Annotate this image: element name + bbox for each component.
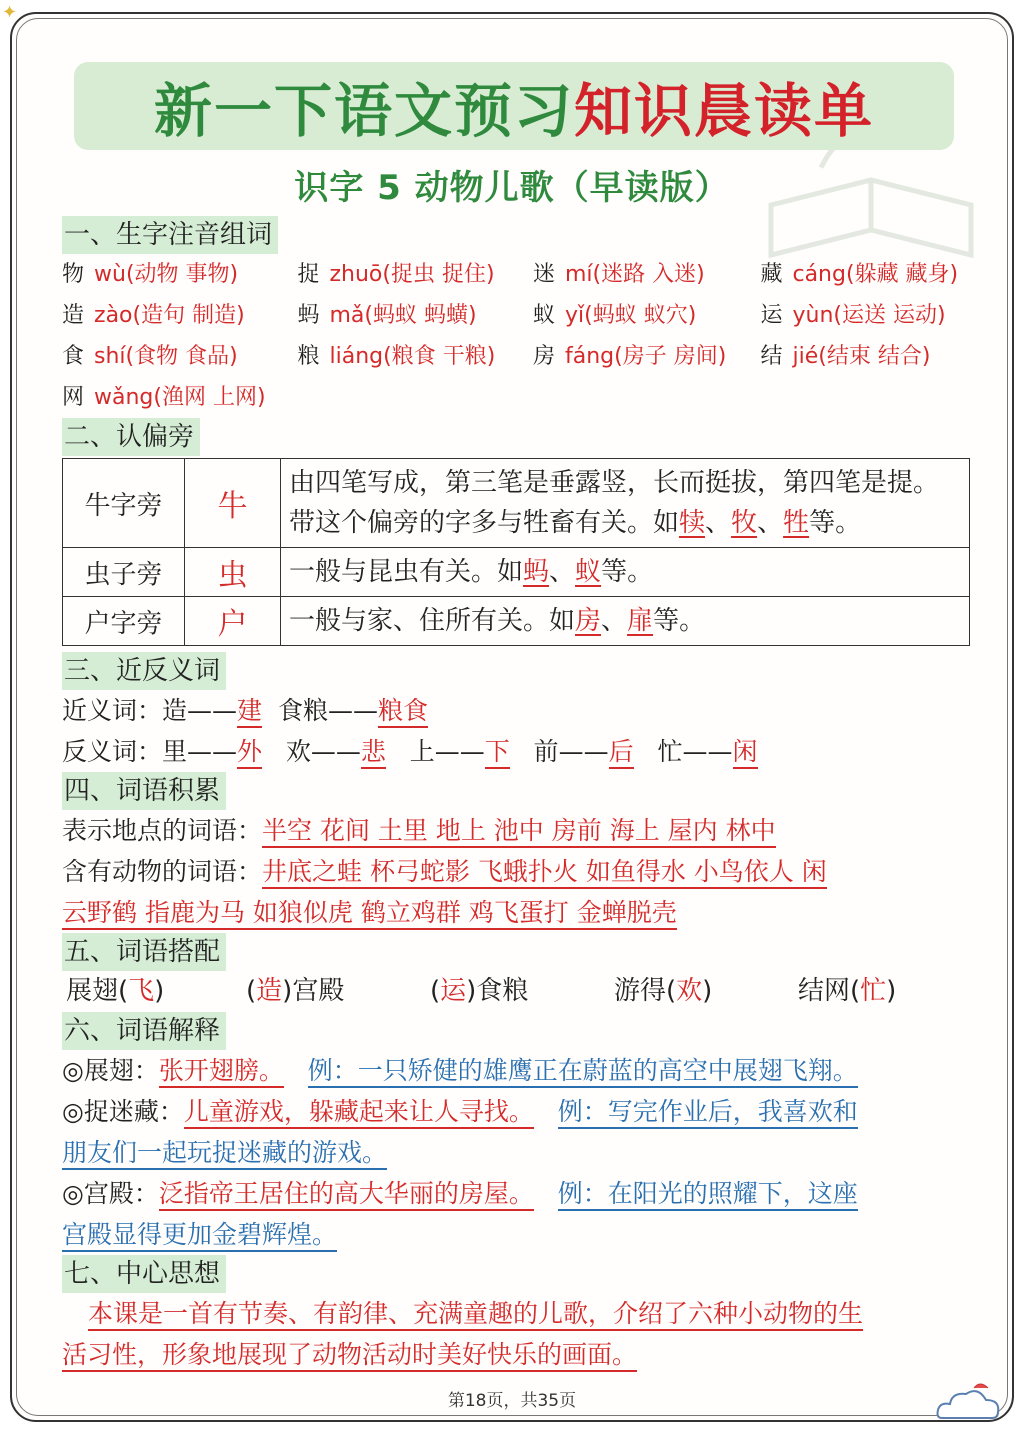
- definition-entry-continued: [62, 1214, 970, 1255]
- example-char: 牲: [783, 508, 810, 538]
- pinyin: yùn: [792, 303, 834, 328]
- pinyin: wù: [94, 262, 126, 287]
- section-heading-synonyms-antonyms: 三、近反义词: [62, 652, 226, 690]
- character: 蚁: [532, 303, 555, 328]
- collocation-item: 游得(欢): [614, 976, 713, 1006]
- character-entry: [533, 295, 761, 336]
- example-sentence: 例：一只矫健的雄鹰正在蔚蓝的高空中展翅飞翔。: [308, 1056, 858, 1088]
- example-char: 蚁: [575, 557, 602, 587]
- character-row: [62, 377, 970, 418]
- place-words: 半空 花间 土里 地上 池中 房前 海上 屋内 林中: [262, 816, 776, 848]
- character-entry: [297, 254, 532, 295]
- word-examples: (粮食 干粮): [383, 344, 496, 369]
- character: 食: [62, 344, 85, 369]
- word-examples: (运送 运动): [833, 303, 946, 328]
- character: 网: [62, 385, 85, 410]
- radical-name: 牛字旁: [63, 459, 185, 548]
- central-idea-text: 活习性，形象地展现了动物活动时美好快乐的画面。: [62, 1340, 637, 1372]
- word-examples: (蚂蚁 蚂蟥): [364, 303, 477, 328]
- character-entry: [62, 377, 298, 418]
- radical-description-line: 带这个偏旁的字多与牲畜有关。如犊、牧、牲等。: [289, 508, 862, 538]
- definition-entry: ◎宫殿：泛指帝王居住的高大华丽的房屋。 例：在阳光的照耀下，这座: [62, 1173, 970, 1214]
- pinyin: jié: [792, 344, 819, 369]
- character-entry: [62, 254, 297, 295]
- synonym-answer: 建: [237, 696, 262, 728]
- animal-words-line: 含有动物的词语：井底之蛙 杯弓蛇影 飞蛾扑火 如鱼得水 小鸟依人 闲: [62, 851, 970, 892]
- antonym-answer: 后: [609, 737, 634, 769]
- character-entry: [297, 295, 532, 336]
- collocation-item: (造)宫殿: [246, 976, 345, 1006]
- title-part-red: 知识晨读单: [574, 77, 875, 145]
- character-entry: [62, 295, 297, 336]
- pinyin: cáng: [792, 262, 846, 287]
- radical-row: [63, 597, 970, 646]
- page-title: [154, 64, 874, 148]
- character-entry: [297, 336, 532, 377]
- worksheet-content: [62, 216, 970, 1375]
- character-row: [62, 254, 970, 295]
- pinyin: mí: [564, 262, 593, 287]
- example-char: 房: [575, 606, 602, 636]
- example-sentence: 例：在阳光的照耀下，这座: [558, 1179, 858, 1211]
- page-number: 第18页，共35页: [447, 1391, 577, 1411]
- animal-words-line-2: [62, 892, 970, 933]
- pinyin: shí: [94, 344, 126, 369]
- radical-glyph: 虫: [185, 548, 281, 597]
- central-idea-text: 本课是一首有节奏、有韵律、充满童趣的儿歌，介绍了六种小动物的生: [88, 1299, 863, 1331]
- example-char: 牧: [731, 508, 758, 538]
- pinyin: liáng: [329, 344, 384, 369]
- section-heading-collocations: 五、词语搭配: [62, 933, 226, 971]
- word-examples: (造句 制造): [132, 303, 245, 328]
- character-entry: [533, 254, 761, 295]
- character: 迷: [532, 262, 555, 287]
- example-sentence: 朋友们一起玩捉迷藏的游戏。: [62, 1138, 387, 1170]
- pinyin: wǎng: [94, 385, 154, 410]
- radical-description: [281, 459, 970, 548]
- radical-description-line: 由四笔写成，第三笔是垂露竖，长而挺拔，第四笔是提。: [289, 468, 940, 498]
- antonym-answer: 闲: [733, 737, 758, 769]
- word-examples: (渔网 上网): [153, 385, 266, 410]
- word-examples: (迷路 入迷): [592, 262, 705, 287]
- collocation-item: 展翅(飞): [66, 976, 165, 1006]
- example-sentence: 宫殿显得更加金碧辉煌。: [62, 1220, 337, 1252]
- section-heading-radicals: 二、认偏旁: [62, 418, 200, 456]
- definition-text: 儿童游戏，躲藏起来让人寻找。: [184, 1097, 534, 1129]
- cloud-icon: [934, 1378, 1004, 1422]
- character-entry: [760, 254, 970, 295]
- title-part-green: 新一下语文预习: [153, 77, 574, 145]
- animal-words: 井底之蛙 杯弓蛇影 飞蛾扑火 如鱼得水 小鸟依人 闲: [262, 857, 827, 889]
- radical-name: 虫子旁: [63, 548, 185, 597]
- pinyin: yǐ: [564, 303, 585, 328]
- animal-words: 云野鹤 指鹿为马 如狼似虎 鹤立鸡群 鸡飞蛋打 金蝉脱壳: [62, 898, 677, 930]
- definition-entry: ◎捉迷藏：儿童游戏，躲藏起来让人寻找。 例：写完作业后，我喜欢和: [62, 1091, 970, 1132]
- collocation-item: (运)食粮: [430, 976, 529, 1006]
- word-examples: (食物 食品): [125, 344, 238, 369]
- radical-table: [62, 458, 970, 646]
- section-heading-definitions: 六、词语解释: [62, 1012, 226, 1050]
- character: 蚂: [297, 303, 320, 328]
- word-examples: (结束 结合): [818, 344, 931, 369]
- radical-row: [63, 459, 970, 548]
- character-list: [62, 254, 970, 418]
- synonym-line: 近义词：造——建 食粮——粮食: [62, 690, 970, 731]
- character: 结: [760, 344, 783, 369]
- character: 藏: [760, 262, 783, 287]
- antonym-answer: 外: [237, 737, 262, 769]
- example-char: 犊: [679, 508, 706, 538]
- definition-text: 张开翅膀。: [159, 1056, 284, 1088]
- radical-glyph: 户: [185, 597, 281, 646]
- antonym-answer: 悲: [361, 737, 386, 769]
- pinyin: mǎ: [329, 303, 365, 328]
- word-examples: (捉虫 捉住): [382, 262, 495, 287]
- example-sentence: 例：写完作业后，我喜欢和: [558, 1097, 858, 1129]
- radical-description: 一般与家、住所有关。如房、扉等。: [281, 597, 970, 646]
- radical-glyph: 牛: [185, 459, 281, 548]
- radical-name: 户字旁: [63, 597, 185, 646]
- character: 粮: [297, 344, 320, 369]
- character: 捉: [297, 262, 320, 287]
- pinyin: zào: [94, 303, 133, 328]
- character-row: [62, 336, 970, 377]
- title-banner: [74, 62, 954, 150]
- character-entry: [62, 336, 297, 377]
- definition-entry-continued: [62, 1132, 970, 1173]
- radical-description: 一般与昆虫有关。如蚂、蚁等。: [281, 548, 970, 597]
- definition-entry: ◎展翅：张开翅膀。 例：一只矫健的雄鹰正在蔚蓝的高空中展翅飞翔。: [62, 1050, 970, 1091]
- character-entry: [760, 336, 970, 377]
- section-heading-central-idea: 七、中心思想: [62, 1255, 226, 1293]
- lesson-subtitle: 识字 5 动物儿歌（早读版）: [294, 168, 730, 208]
- central-idea-line: [62, 1334, 970, 1375]
- pinyin: zhuō: [329, 262, 383, 287]
- section-heading-characters: 一、生字注音组词: [62, 216, 278, 254]
- antonym-line: 反义词：里——外 欢——悲 上——下 前——后 忙——闲: [62, 731, 970, 772]
- word-examples: (房子 房间): [614, 344, 727, 369]
- radical-row: [63, 548, 970, 597]
- word-examples: (动物 事物): [125, 262, 239, 287]
- section-heading-vocabulary: 四、词语积累: [62, 772, 226, 810]
- pinyin: fáng: [564, 344, 615, 369]
- character: 房: [532, 344, 555, 369]
- word-examples: (躲藏 藏身): [845, 262, 959, 287]
- synonym-answer: 粮食: [378, 696, 428, 728]
- character-entry: [533, 336, 761, 377]
- collocation-line: [62, 971, 970, 1012]
- character: 造: [62, 303, 85, 328]
- character-entry: [760, 295, 970, 336]
- collocation-item: 结网(忙): [798, 976, 897, 1006]
- definition-text: 泛指帝王居住的高大华丽的房屋。: [159, 1179, 534, 1211]
- central-idea-line: [62, 1293, 970, 1334]
- example-char: 扉: [627, 606, 654, 636]
- character: 运: [760, 303, 783, 328]
- example-char: 蚂: [523, 557, 550, 587]
- character: 物: [62, 262, 85, 287]
- sparkle-icon: ✦: [2, 2, 18, 23]
- antonym-answer: 下: [485, 737, 510, 769]
- word-examples: (蚂蚁 蚁穴): [584, 303, 697, 328]
- place-words-line: 表示地点的词语：半空 花间 土里 地上 池中 房前 海上 屋内 林中: [62, 810, 970, 851]
- character-row: [62, 295, 970, 336]
